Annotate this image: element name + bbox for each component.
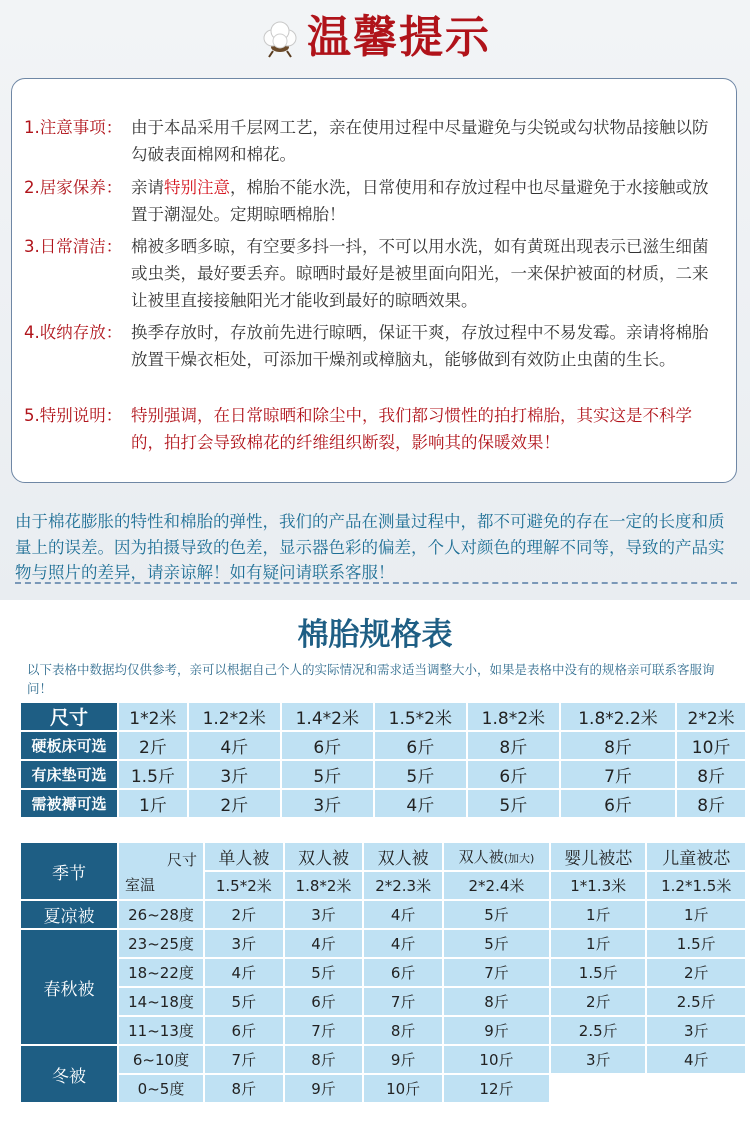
- table-cell: 3斤: [647, 1017, 745, 1044]
- table-cell: 10斤: [364, 1075, 442, 1102]
- table-cell: 4斤: [364, 930, 442, 957]
- spec-title: 棉胎规格表: [297, 617, 453, 653]
- table-cell: 4斤: [189, 732, 280, 759]
- table-cell: [647, 1075, 745, 1102]
- notice-label: 2.居家保养：: [24, 178, 123, 197]
- table-cell: 1.5斤: [551, 959, 645, 986]
- table-cell: 1斤: [647, 901, 745, 928]
- table-cell: 5斤: [282, 761, 373, 788]
- table-header-cell: 1.8*2.2米: [561, 703, 675, 730]
- notice-body: 棉被多晒多晾，有空要多抖一抖，不可以用水洗，如有黄斑出现表示已滋生细菌或虫类，最好要丢弃。晾晒时最好是被里面向阳光，一来保护被面的材质，二来让被里直接接触阳光才能收到最好的晾晒效果。: [131, 237, 709, 310]
- table-cell: 6斤: [468, 761, 559, 788]
- temp-cell: 18~22度: [119, 959, 203, 986]
- disclaimer-text: 由于棉花膨胀的特性和棉胎的弹性，我们的产品在测量过程中，都不可避免的存在一定的长度和质量上的误差。因为拍摄导致的色差，显示器色彩的偏差，个人对颜色的理解不同等，导致的产品实物与照片的差异，请亲谅解！如有疑问请联系客服！: [15, 512, 725, 582]
- table-cell: 4斤: [375, 790, 466, 817]
- table-cell: 6斤: [375, 732, 466, 759]
- temp-cell: 14~18度: [119, 988, 203, 1015]
- notice-item: [24, 319, 724, 369]
- table-header-cell: 1.5*2米: [375, 703, 466, 730]
- table-row: [21, 732, 745, 759]
- table-cell: 7斤: [561, 761, 675, 788]
- table-header-cell: 1.2*1.5米: [647, 872, 745, 899]
- table-header-cell: 1*2米: [119, 703, 187, 730]
- table-cell: 2.5斤: [647, 988, 745, 1015]
- table-cell: 1斤: [551, 901, 645, 928]
- table-cell: 5斤: [444, 930, 549, 957]
- table-header-cell: 婴儿被芯: [551, 843, 645, 870]
- table-cell: 3斤: [205, 930, 283, 957]
- row-label: 需被褥可选: [21, 790, 117, 817]
- table-cell: 4斤: [364, 901, 442, 928]
- table-header-cell: 单人被: [205, 843, 283, 870]
- table-header-cell: 双人被: [364, 843, 442, 870]
- notice-label: 5.特别说明：: [24, 406, 123, 425]
- table-header-cell: 1.2*2米: [189, 703, 280, 730]
- table-cell: 4斤: [205, 959, 283, 986]
- size-label: 尺寸: [166, 851, 197, 869]
- notice-label: 1.注意事项：: [24, 118, 123, 137]
- table-header-cell: 季节: [21, 843, 117, 899]
- table-header-cell: 双人被(加大): [444, 843, 549, 870]
- temp-label: 室温: [125, 876, 156, 894]
- table-header-cell: 儿童被芯: [647, 843, 745, 870]
- table-cell: 5斤: [285, 959, 363, 986]
- table-cell: 6斤: [282, 732, 373, 759]
- table-cell: 6斤: [285, 988, 363, 1015]
- notice-item: [24, 174, 724, 224]
- table-cell: 8斤: [364, 1017, 442, 1044]
- table-cell: 7斤: [444, 959, 549, 986]
- table-header-cell: 尺寸: [21, 703, 117, 730]
- table-header-cell: 1.8*2米: [468, 703, 559, 730]
- cotton-flower-icon: [259, 17, 301, 59]
- table-cell: 7斤: [285, 1017, 363, 1044]
- temp-cell: 11~13度: [119, 1017, 203, 1044]
- table-cell: 1斤: [551, 930, 645, 957]
- temp-cell: 26~28度: [119, 901, 203, 928]
- table-cell: 2斤: [189, 790, 280, 817]
- table-cell: 12斤: [444, 1075, 549, 1102]
- table-cell: 5斤: [468, 790, 559, 817]
- table-cell: 1斤: [119, 790, 187, 817]
- notice-box: [11, 78, 737, 483]
- temp-cell: 6~10度: [119, 1046, 203, 1073]
- table-cell: 3斤: [551, 1046, 645, 1073]
- table-cell: 6斤: [205, 1017, 283, 1044]
- table-cell: 5斤: [205, 988, 283, 1015]
- page-header: [0, 6, 750, 70]
- page-title: 温馨提示: [307, 12, 491, 63]
- table-cell: 1.5斤: [119, 761, 187, 788]
- table-row: [21, 790, 745, 817]
- table-cell: 6斤: [561, 790, 675, 817]
- table-cell: 8斤: [444, 988, 549, 1015]
- table-cell: 5斤: [375, 761, 466, 788]
- table-header-cell: 2*2米: [677, 703, 745, 730]
- table-cell: 9斤: [285, 1075, 363, 1102]
- table-header-cell: 1*1.3米: [551, 872, 645, 899]
- table-header-row: [21, 703, 745, 730]
- table-cell: 2斤: [647, 959, 745, 986]
- table-cell: 3斤: [189, 761, 280, 788]
- table-row: [21, 988, 745, 1015]
- table-cell: 8斤: [677, 790, 745, 817]
- table-header-row: [21, 843, 745, 870]
- table-row: [21, 1075, 745, 1102]
- table-header-cell: 1.8*2米: [285, 872, 363, 899]
- notice-label: 4.收纳存放：: [24, 323, 123, 342]
- table-cell: 9斤: [444, 1017, 549, 1044]
- table-cell: 10斤: [444, 1046, 549, 1073]
- table-cell: 7斤: [205, 1046, 283, 1073]
- table-cell: 2斤: [551, 988, 645, 1015]
- table-cell: 4斤: [647, 1046, 745, 1073]
- table-row: [21, 930, 745, 957]
- season-label: 夏凉被: [21, 901, 117, 928]
- table-cell: 2斤: [119, 732, 187, 759]
- table-row: [21, 1017, 745, 1044]
- table-cell: 1.5斤: [647, 930, 745, 957]
- season-label: 冬被: [21, 1046, 117, 1102]
- notice-item: [24, 402, 724, 452]
- row-label: 硬板床可选: [21, 732, 117, 759]
- table-cell: 9斤: [364, 1046, 442, 1073]
- notice-label: 3.日常清洁：: [24, 237, 123, 256]
- season-weight-table: [19, 841, 747, 1104]
- spec-note: 以下表格中数据均仅供参考，亲可以根据自己个人的实际情况和需求适当调整大小，如果是表格中没有的规格亲可联系客服询问！: [27, 662, 715, 696]
- table-cell: 7斤: [364, 988, 442, 1015]
- table-cell: 3斤: [282, 790, 373, 817]
- notice-body: 特别强调，在日常晾晒和除尘中，我们都习惯性的拍打棉胎，其实这是不科学的，拍打会导致棉花的纤维组织断裂，影响其的保暖效果！: [131, 406, 692, 452]
- temp-cell: 23~25度: [119, 930, 203, 957]
- table-cell: [551, 1075, 645, 1102]
- temp-cell: 0~5度: [119, 1075, 203, 1102]
- table-row: [21, 1046, 745, 1073]
- table-cell: 8斤: [205, 1075, 283, 1102]
- dashed-divider: [15, 582, 737, 584]
- table-header-cell: 1.5*2米: [205, 872, 283, 899]
- notice-body: 由于本品采用千层网工艺，亲在使用过程中尽量避免与尖锐或勾状物品接触以防勾破表面棉网和棉花。: [131, 118, 709, 164]
- notice-body: 亲请特别注意，棉胎不能水洗，日常使用和存放过程中也尽量避免于水接触或放置于潮湿处。定期晾晒棉胎！: [131, 178, 709, 224]
- table-cell: 8斤: [285, 1046, 363, 1073]
- size-weight-table: [19, 701, 747, 819]
- table-row: [21, 959, 745, 986]
- table-cell: 2斤: [205, 901, 283, 928]
- table-row: [21, 901, 745, 928]
- table-cell: 10斤: [677, 732, 745, 759]
- table-cell: 8斤: [468, 732, 559, 759]
- table-cell: 6斤: [364, 959, 442, 986]
- table-header-cell: 双人被: [285, 843, 363, 870]
- table-cell: 5斤: [444, 901, 549, 928]
- season-label: 春秋被: [21, 930, 117, 1044]
- table-cell: 2.5斤: [551, 1017, 645, 1044]
- table-header-cell: 2*2.3米: [364, 872, 442, 899]
- table-cell: 3斤: [285, 901, 363, 928]
- row-label: 有床垫可选: [21, 761, 117, 788]
- table-row: [21, 761, 745, 788]
- table-header-cell: 2*2.4米: [444, 872, 549, 899]
- notice-item: [24, 114, 724, 164]
- highlight-text: 特别注意: [164, 178, 230, 197]
- table-cell: 4斤: [285, 930, 363, 957]
- table-cell: 8斤: [561, 732, 675, 759]
- table-header-cell: 1.4*2米: [282, 703, 373, 730]
- table-cell: 8斤: [677, 761, 745, 788]
- notice-body: 换季存放时，存放前先进行晾晒，保证干爽，存放过程中不易发霉。亲请将棉胎放置干燥衣柜处，可添加干燥剂或樟脑丸，能够做到有效防止虫菌的生长。: [131, 323, 709, 369]
- diagonal-header-cell: [119, 843, 203, 899]
- notice-item: [24, 233, 724, 310]
